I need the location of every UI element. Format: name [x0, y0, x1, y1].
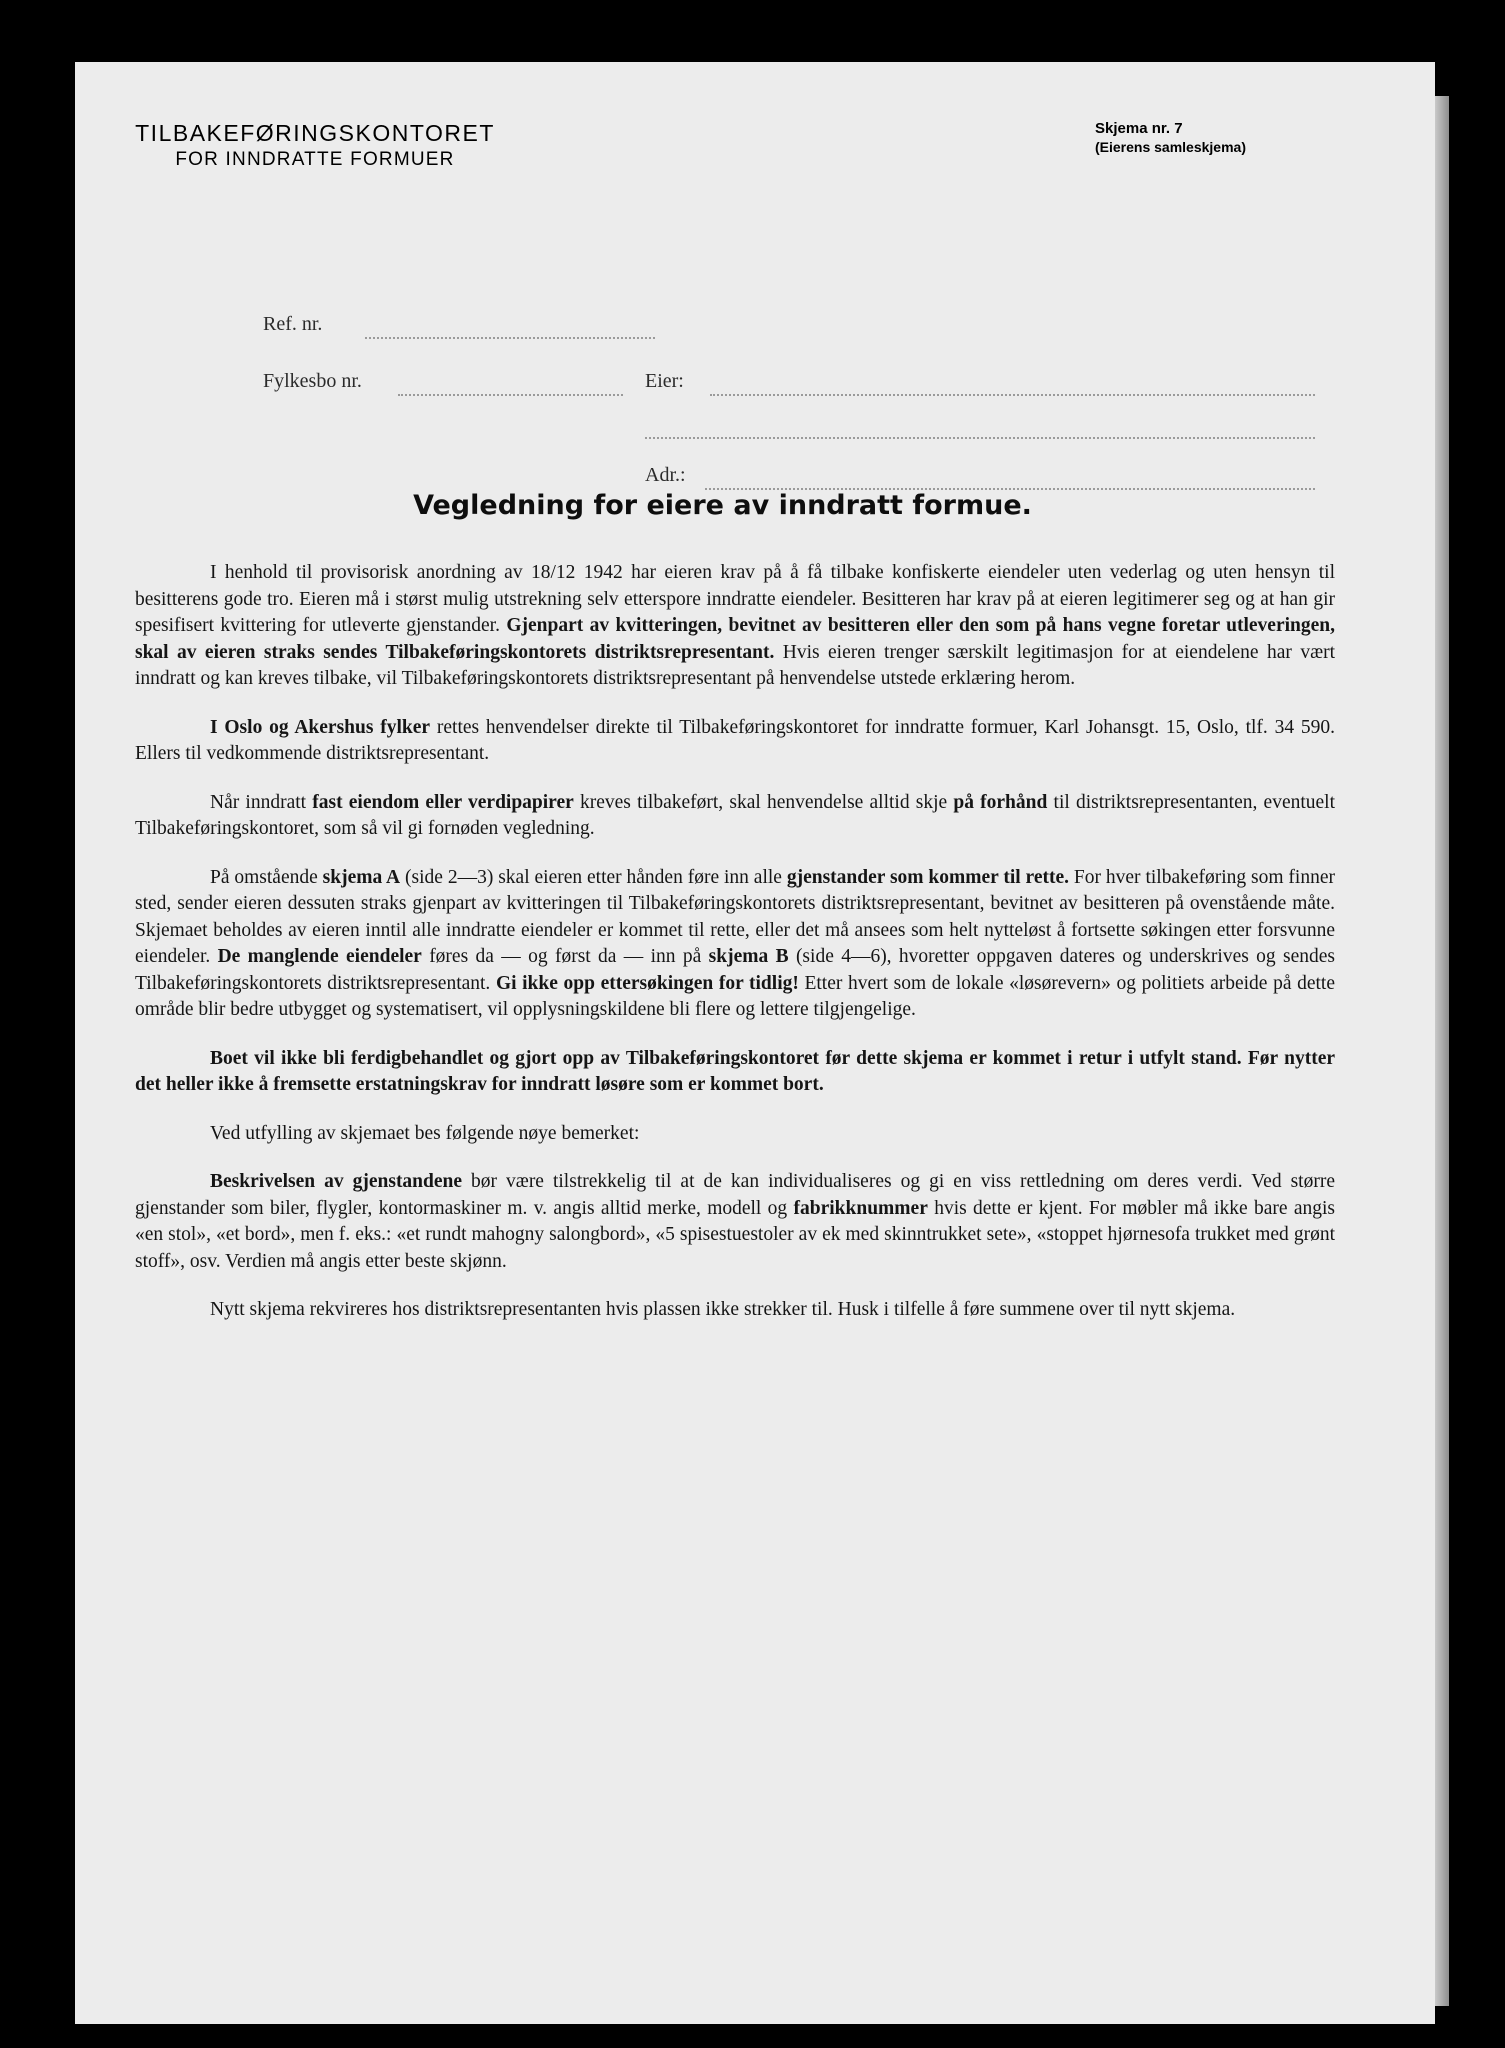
eier-field-line-2[interactable] — [645, 437, 1315, 439]
paragraph-segment: Gjenpart av kvitteringen, bevitnet av besitteren eller den som på hans vegne foretar utleveringen, skal av eieren straks sendes Tilbakeføringskontorets distriktsrepresentant. — [135, 615, 1335, 663]
instructions-body — [135, 560, 1335, 1346]
paragraph-segment: I henhold til provisorisk anordning av 18/12 1942 har eieren krav på å få tilbake konfiskerte eiendeler uten vederlag og uten hensyn til besitterens gode tro. Eieren må i størst mulig utstrekning selv etterspore inndratte eiendeler. Besitteren har krav på at eieren legitimerer seg og at han gir spesifisert kvittering for utleverte gjenstander. — [135, 562, 1335, 636]
ref-field-line[interactable] — [365, 337, 655, 339]
paragraph-p8 — [135, 1297, 1335, 1324]
paragraph-segment: hvis dette er kjent. For møbler må ikke bare angis «en stol», «et bord», men f. eks.: «et rundt mahogny salongbord», «5 spisestuestoler av ek med skinntrukket sete», «stoppet hjørnesofa trukket med grønt stoff», osv. Verdien må angis etter beste skjønn. — [135, 1197, 1335, 1272]
paragraph-segment: skjema A — [322, 866, 401, 888]
paragraph-segment: skjema B — [708, 946, 789, 967]
paragraph-p7 — [135, 1169, 1335, 1275]
paragraph-p6 — [135, 1121, 1335, 1148]
paragraph-segment: (side 2—3) skal eieren etter hånden føre inn alle — [400, 866, 787, 888]
paragraph-segment: Gi ikke opp ettersøkingen for tidlig! — [495, 972, 799, 994]
page-edge — [1435, 96, 1449, 2006]
paragraph-p3 — [135, 790, 1335, 843]
organization-header — [115, 120, 515, 171]
paragraph-segment: På omstående — [210, 866, 323, 888]
paragraph-segment: De manglende eiendeler — [217, 946, 422, 967]
paragraph-segment: gjenstander som kommer til rette. — [786, 866, 1070, 888]
paragraph-segment: For hver tilbakeføring som finner sted, sender eieren dessuten straks gjenpart av kvitteringen til Tilbakeføringskontorets distriktsrepresentant, bevitnet av besitteren på ovenstående måte. Skjemaet beholdes av eieren inntil alle inndratte eiendeler er kommet til rette, eller det må ansees som helt nytteløst å fortsette søkingen etter forsvunne eiendeler. — [135, 866, 1335, 967]
paragraph-segment: til distriktsrepresentanten, eventuelt Tilbakeføringskontoret, som så vil gi fornøden vegledning. — [135, 791, 1336, 839]
org-name: TILBAKEFØRINGSKONTORET — [135, 120, 495, 146]
paragraph-segment: kreves tilbakeført, skal henvendelse alltid skje — [573, 791, 954, 813]
eier-label: Eier: — [645, 370, 684, 392]
fylkesbo-field-line[interactable] — [398, 394, 623, 396]
ref-label: Ref. nr. — [263, 313, 323, 335]
paragraph-segment: på forhånd — [953, 791, 1048, 813]
paragraph-segment: Etter hvert som de lokale «løsørevern» og politiets arbeide på dette område blir bedre utbygget og systematisert, vil opplysningskildene bli flere og lettere tilgjengelige. — [135, 972, 1335, 1020]
org-subtitle: FOR INNDRATTE FORMUER — [175, 149, 455, 170]
eier-field-line[interactable] — [710, 394, 1315, 396]
paragraph-segment: fast eiendom eller verdipapirer — [312, 791, 574, 813]
paragraph-segment: Boet vil ikke bli ferdigbehandlet og gjort opp av Tilbakeføringskontoret før dette skjema er kommet i retur i utfylt stand. Før nytter det heller ikke å fremsette erstatningskrav for inndratt løsøre som er kommet bort. — [135, 1047, 1335, 1095]
paragraph-segment: Når inndratt — [210, 791, 313, 813]
paragraph-p5 — [135, 1046, 1335, 1099]
fylkesbo-label: Fylkesbo nr. — [263, 370, 362, 392]
paragraph-segment: bør være tilstrekkelig til at de kan individualiseres og gi en viss rettledning om deres verdi. Ved større gjenstander som biler, flygler, kontormaskiner m. v. angis alltid merke, modell og — [135, 1171, 1335, 1219]
adr-label: Adr.: — [645, 464, 686, 486]
paragraph-segment: Nytt skjema rekvireres hos distriktsrepresentanten hvis plassen ikke strekker til. Husk i tilfelle å føre summene over til nytt skjema. — [210, 1299, 1236, 1320]
paragraph-segment: Beskrivelsen av gjenstandene — [210, 1171, 463, 1192]
document-title: Vegledning for eiere av inndratt formue. — [413, 490, 1032, 521]
paragraph-segment: Hvis eieren trenger særskilt legitimasjon for at eiendelene har vært inndratt og kan kreves tilbake, vil Tilbakeføringskontorets distriktsrepresentant på henvendelse utstede erklæring herom. — [135, 641, 1335, 689]
paragraph-p2 — [135, 715, 1335, 768]
paragraph-p1 — [135, 560, 1335, 693]
form-number: Skjema nr. 7 — [1095, 120, 1183, 137]
paragraph-p4 — [135, 865, 1335, 1024]
form-subtitle: (Eierens samleskjema) — [1095, 139, 1246, 155]
paragraph-segment: rettes henvendelser direkte til Tilbakeføringskontoret for inndratte formuer, Karl Johansgt. 15, Oslo, tlf. 34 590. Ellers til vedkommende distriktsrepresentant. — [135, 716, 1336, 764]
paragraph-segment: Ved utfylling av skjemaet bes følgende nøye bemerket: — [210, 1122, 640, 1144]
paragraph-segment: I Oslo og Akershus fylker — [210, 716, 431, 738]
paragraph-segment: fabrikknummer — [793, 1197, 928, 1219]
paragraph-segment: føres da — og først da — inn på — [421, 946, 709, 967]
form-id-block — [1095, 120, 1335, 155]
paragraph-segment: (side 4—6), hvoretter oppgaven dateres og underskrives og sendes Tilbakeføringskontorets distriktsrepresentant. — [135, 946, 1336, 994]
